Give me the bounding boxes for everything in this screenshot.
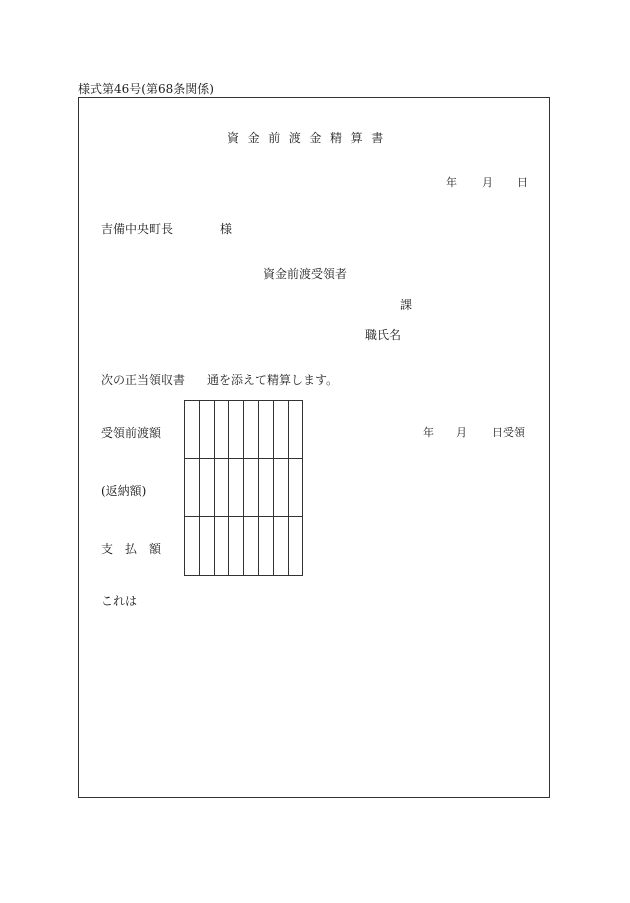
digit-cell[interactable] [199, 517, 214, 575]
section-label: 課 [400, 298, 413, 312]
digit-cell[interactable] [288, 459, 303, 517]
date-year-label: 年 [446, 176, 457, 189]
digit-cell[interactable] [273, 517, 288, 575]
date-day-label: 日 [517, 176, 528, 189]
digit-cell[interactable] [199, 401, 214, 459]
digit-cell[interactable] [199, 459, 214, 517]
digit-cell[interactable] [229, 459, 244, 517]
digit-cell[interactable] [214, 459, 229, 517]
digit-cell[interactable] [214, 517, 229, 575]
statement-text-continued: 通を添えて精算します。 [207, 373, 339, 387]
digit-cell[interactable] [244, 517, 259, 575]
recipient-label: 資金前渡受領者 [263, 267, 348, 281]
digit-cell[interactable] [185, 401, 200, 459]
form-frame [78, 97, 550, 798]
refund-amount-label: (返納額) [101, 484, 147, 498]
addressee: 吉備中央町長 [101, 222, 174, 236]
amount-row-payment [185, 517, 303, 575]
digit-cell[interactable] [244, 459, 259, 517]
payment-amount-label: 支払額 [101, 542, 174, 556]
receipt-year-label: 年 [423, 426, 434, 439]
digit-cell[interactable] [185, 459, 200, 517]
amount-row-refund [185, 459, 303, 517]
honorific: 様 [220, 222, 233, 236]
amount-row-advance [185, 401, 303, 459]
digit-cell[interactable] [229, 401, 244, 459]
statement-text: 次の正当領収書 [101, 373, 186, 387]
digit-cell[interactable] [273, 401, 288, 459]
digit-cell[interactable] [258, 459, 273, 517]
document-title: 資金前渡金精算書 [227, 131, 392, 145]
digit-cell[interactable] [244, 401, 259, 459]
name-label: 職氏名 [365, 328, 402, 342]
digit-cell[interactable] [214, 401, 229, 459]
advance-amount-label: 受領前渡額 [101, 426, 162, 440]
digit-cell[interactable] [185, 517, 200, 575]
amount-grid [184, 400, 303, 576]
closing-text: これは [101, 594, 138, 608]
form-number: 様式第46号(第68条関係) [78, 82, 214, 96]
digit-cell[interactable] [273, 459, 288, 517]
date-month-label: 月 [482, 176, 493, 189]
receipt-month-label: 月 [456, 426, 467, 439]
digit-cell[interactable] [288, 517, 303, 575]
digit-cell[interactable] [258, 517, 273, 575]
receipt-day-received-label: 日受領 [492, 426, 525, 439]
digit-cell[interactable] [229, 517, 244, 575]
digit-cell[interactable] [258, 401, 273, 459]
digit-cell[interactable] [288, 401, 303, 459]
